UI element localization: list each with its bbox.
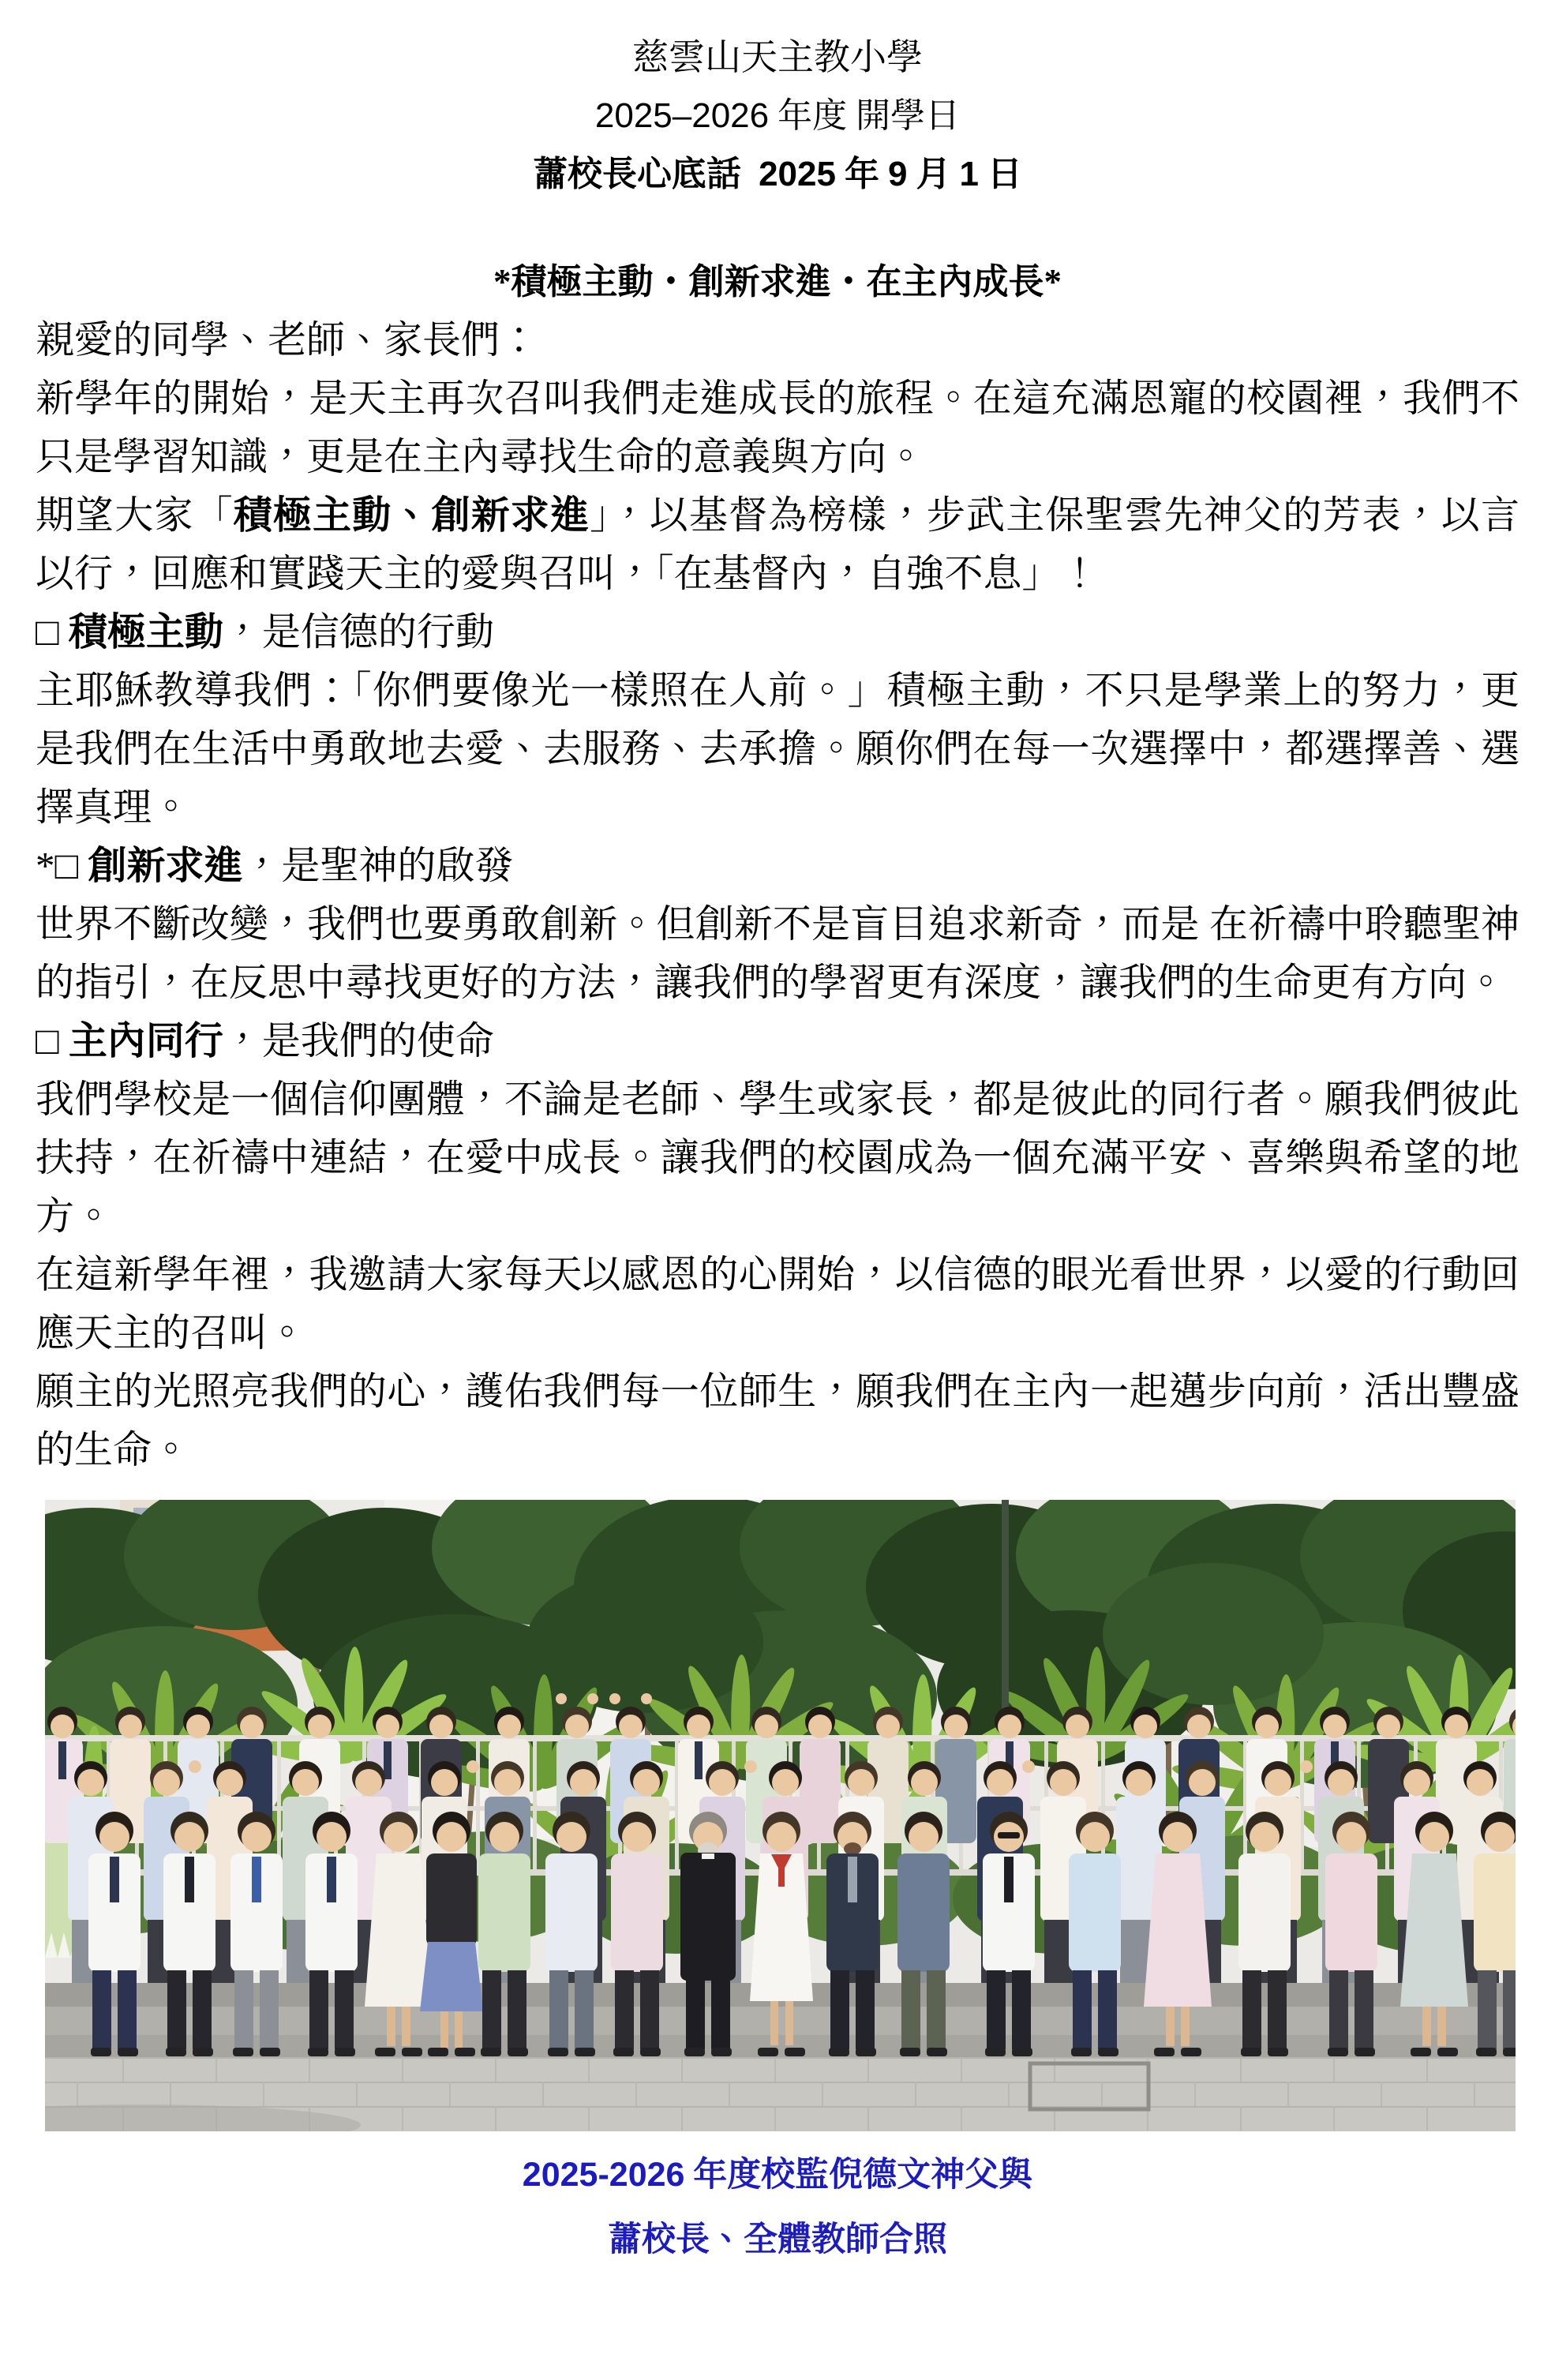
checkbox-placeholder-icon: □ xyxy=(36,1019,69,1063)
section-heading-active: □ 積極主動，是信德的行動 xyxy=(36,610,494,654)
paragraph-bless: 願主的光照亮我們的心，護佑我們每一位師生，願我們在主內一起邁步向前，活出豐盛的生命。 xyxy=(36,1370,1519,1471)
emphasis-motto: 積極主動、創新求進 xyxy=(233,493,590,537)
document-page xyxy=(0,28,1555,2380)
photo-caption xyxy=(0,2142,1555,2273)
letter-body xyxy=(36,311,1519,1479)
paragraph-together: 我們學校是一個信仰團體，不論是老師、學生或家長，都是彼此的同行者。願我們彼此扶持，在祈禱中連結，在愛中成長。讓我們的校園成為一個充滿平安、喜樂與希望的地方。 xyxy=(36,1078,1519,1238)
checkbox-placeholder-icon: *□ xyxy=(36,844,88,887)
staff-photo-illustration xyxy=(45,1500,1516,2131)
letter-title: 蕭校長心底話 xyxy=(533,155,742,193)
motto-heading: *積極主動・創新求進・在主內成長* xyxy=(493,262,1062,302)
paragraph-hope: 期望大家「積極主動、創新求進」，以基督為榜樣，步武主保聖雲先神父的芳表，以言以行，回應和實踐天主的愛與召叫，「在基督內，自強不息」！ xyxy=(36,493,1519,595)
paragraph-new-year: 新學年的開始，是天主再次召叫我們走進成長的旅程。在這充滿恩寵的校園裡，我們不只是學習知識，更是在主內尋找生命的意義與方向。 xyxy=(36,377,1519,478)
paragraph-active: 主耶穌教導我們：「你們要像光一樣照在人前。」積極主動，不只是學業上的努力，更是我們在生活中勇敢地去愛、去服務、去承擔。願你們在每一次選擇中，都選擇善、選擇真理。 xyxy=(36,669,1519,829)
caption-line1: 2025-2026 年度校監倪德文神父與 xyxy=(522,2156,1033,2194)
caption-year: 2025-2026 xyxy=(522,2156,685,2194)
staff-group-photo xyxy=(45,1500,1516,2131)
paragraph-invite: 在這新學年裡，我邀請大家每天以感恩的心開始，以信德的眼光看世界，以愛的行動回應天主的召叫。 xyxy=(36,1253,1519,1355)
section-heading-innovate: *□ 創新求進，是聖神的啟發 xyxy=(36,844,514,887)
school-year: 2025–2026 xyxy=(594,96,770,135)
school-name: 慈雲山天主教小學 xyxy=(632,37,923,77)
caption-line2: 蕭校長、全體教師合照 xyxy=(608,2221,947,2258)
school-year-rest: 年度 開學日 xyxy=(769,96,961,135)
document-header xyxy=(0,28,1555,204)
checkbox-placeholder-icon: □ xyxy=(36,610,69,654)
letter-title-line: 蕭校長心底話 2025 年 9 月 1 日 xyxy=(533,155,1022,193)
salutation: 親愛的同學、老師、家長們： xyxy=(36,318,539,362)
school-year-line xyxy=(0,87,1555,145)
paragraph-innovate: 世界不斷改變，我們也要勇敢創新。但創新不是盲目追求新奇，而是 在祈禱中聆聽聖神的指引，在反思中尋找更好的方法，讓我們的學習更有深度，讓我們的生命更有方向。 xyxy=(36,902,1519,1004)
section-heading-together: □ 主內同行，是我們的使命 xyxy=(36,1019,494,1063)
